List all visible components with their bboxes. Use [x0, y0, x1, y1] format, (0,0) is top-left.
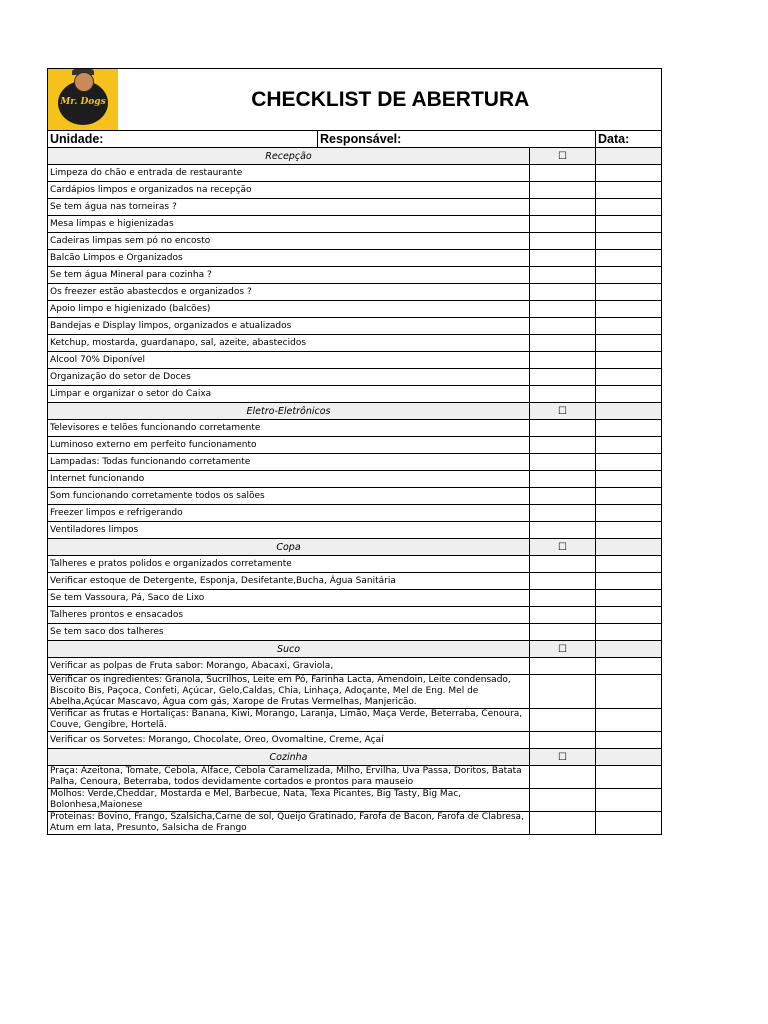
- checklist-item-text: Cardápios limpos e organizados na recepção: [48, 182, 530, 199]
- checklist-row: [48, 284, 662, 301]
- checklist-item-text: Televisores e telões funcionando corretamente: [48, 420, 530, 437]
- section-blank-cell: [596, 749, 662, 766]
- check-cell[interactable]: [530, 812, 596, 835]
- notes-cell[interactable]: [596, 766, 662, 789]
- header-fields-row: [48, 131, 662, 148]
- section-blank-cell: [596, 148, 662, 165]
- notes-cell[interactable]: [596, 675, 662, 709]
- section-header: [48, 148, 662, 165]
- checklist-row: [48, 335, 662, 352]
- logo-text: Mr. Dogs: [60, 97, 106, 107]
- checklist-item-text: Bandejas e Display limpos, organizados e atualizados: [48, 318, 530, 335]
- check-cell[interactable]: [530, 386, 596, 403]
- section-header: [48, 403, 662, 420]
- checklist-row: [48, 420, 662, 437]
- checklist-row: [48, 318, 662, 335]
- checklist-item-text: Verificar os Sorvetes: Morango, Chocolate, Oreo, Ovomaltine, Creme, Açaí: [48, 732, 530, 749]
- checklist-item-text: Freezer limpos e refrigerando: [48, 505, 530, 522]
- notes-cell[interactable]: [596, 386, 662, 403]
- checklist-item-text: Praça: Azeitona, Tomate, Cebola, Alface, Cebola Caramelizada, Milho, Ervilha, Uva Passa, Doritos, Batata Palha, Cenoura, Beterraba, todos devidamente cortados e prontos para mauseio: [48, 766, 530, 789]
- section-title: Eletro-Eletrônicos: [48, 403, 530, 420]
- check-cell[interactable]: [530, 335, 596, 352]
- check-cell[interactable]: [530, 182, 596, 199]
- notes-cell[interactable]: [596, 182, 662, 199]
- checklist-item-text: Cadeiras limpas sem pó no encosto: [48, 233, 530, 250]
- check-cell[interactable]: [530, 216, 596, 233]
- checklist-item-text: Verificar as polpas de Fruta sabor: Morango, Abacaxi, Graviola,: [48, 658, 530, 675]
- notes-cell[interactable]: [596, 454, 662, 471]
- data-field[interactable]: Data:: [596, 131, 662, 148]
- check-cell[interactable]: [530, 301, 596, 318]
- checklist-row: [48, 165, 662, 182]
- check-cell[interactable]: [530, 369, 596, 386]
- check-cell[interactable]: [530, 590, 596, 607]
- checklist-row: [48, 766, 662, 789]
- section-title: Recepção: [48, 148, 530, 165]
- section-header: [48, 641, 662, 658]
- checklist-row: [48, 267, 662, 284]
- checkbox-icon[interactable]: ☐: [530, 403, 596, 420]
- notes-cell[interactable]: [596, 250, 662, 267]
- checklist-item-text: Proteinas: Bovino, Frango, Szalsicha,Carne de sol, Queijo Gratinado, Farofa de Bacon, Farofa de Clabresa, Atum em lata, Presunto, Salsicha de Frango: [48, 812, 530, 835]
- checklist-table: [47, 68, 662, 835]
- notes-cell[interactable]: [596, 556, 662, 573]
- checklist-item-text: Ventiladores limpos: [48, 522, 530, 539]
- checkbox-icon[interactable]: ☐: [530, 539, 596, 556]
- checklist-row: [48, 488, 662, 505]
- checklist-item-text: Talheres prontos e ensacados: [48, 607, 530, 624]
- unidade-field[interactable]: Unidade:: [48, 131, 318, 148]
- check-cell[interactable]: [530, 789, 596, 812]
- checklist-item-text: Talheres e pratos polidos e organizados corretamente: [48, 556, 530, 573]
- notes-cell[interactable]: [596, 624, 662, 641]
- notes-cell[interactable]: [596, 471, 662, 488]
- check-cell[interactable]: [530, 352, 596, 369]
- notes-cell[interactable]: [596, 789, 662, 812]
- notes-cell[interactable]: [596, 812, 662, 835]
- checklist-row: [48, 233, 662, 250]
- check-cell[interactable]: [530, 573, 596, 590]
- page-title: CHECKLIST DE ABERTURA: [120, 69, 662, 131]
- check-cell[interactable]: [530, 766, 596, 789]
- checklist-item-text: Apoio limpo e higienizado (balcões): [48, 301, 530, 318]
- checklist-item-text: Se tem saco dos talheres: [48, 624, 530, 641]
- section-title: Cozinha: [48, 749, 530, 766]
- section-title: Copa: [48, 539, 530, 556]
- checklist-row: [48, 216, 662, 233]
- check-cell[interactable]: [530, 471, 596, 488]
- checklist-item-text: Verificar estoque de Detergente, Esponja, Desifetante,Bucha, Água Sanitária: [48, 573, 530, 590]
- checklist-row: [48, 675, 662, 709]
- section-header: [48, 749, 662, 766]
- check-cell[interactable]: [530, 437, 596, 454]
- checklist-item-text: Se tem água nas torneiras ?: [48, 199, 530, 216]
- checklist-row: [48, 709, 662, 732]
- checklist-sheet: [47, 68, 661, 835]
- checklist-row: [48, 301, 662, 318]
- notes-cell[interactable]: [596, 352, 662, 369]
- checklist-row: [48, 369, 662, 386]
- notes-cell[interactable]: [596, 301, 662, 318]
- check-cell[interactable]: [530, 165, 596, 182]
- check-cell[interactable]: [530, 267, 596, 284]
- checklist-row: [48, 522, 662, 539]
- checkbox-icon[interactable]: ☐: [530, 749, 596, 766]
- notes-cell[interactable]: [596, 165, 662, 182]
- checklist-row: [48, 386, 662, 403]
- notes-cell[interactable]: [596, 607, 662, 624]
- checklist-row: [48, 182, 662, 199]
- checklist-item-text: Mesa limpas e higienizadas: [48, 216, 530, 233]
- checklist-item-text: Se tem água Mineral para cozinha ?: [48, 267, 530, 284]
- checklist-item-text: Limpeza do chão e entrada de restaurante: [48, 165, 530, 182]
- checklist-row: [48, 454, 662, 471]
- notes-cell[interactable]: [596, 369, 662, 386]
- checklist-row: [48, 812, 662, 835]
- check-cell[interactable]: [530, 675, 596, 709]
- checklist-row: [48, 732, 662, 749]
- notes-cell[interactable]: [596, 522, 662, 539]
- checklist-row: [48, 199, 662, 216]
- notes-cell[interactable]: [596, 488, 662, 505]
- checklist-row: [48, 624, 662, 641]
- notes-cell[interactable]: [596, 216, 662, 233]
- check-cell[interactable]: [530, 318, 596, 335]
- section-blank-cell: [596, 539, 662, 556]
- checklist-row: [48, 352, 662, 369]
- notes-cell[interactable]: [596, 709, 662, 732]
- check-cell[interactable]: [530, 488, 596, 505]
- check-cell[interactable]: [530, 732, 596, 749]
- checklist-item-text: Balcão Limpos e Organizados: [48, 250, 530, 267]
- checklist-item-text: Ketchup, mostarda, guardanapo, sal, azeite, abastecidos: [48, 335, 530, 352]
- checklist-item-text: Organização do setor de Doces: [48, 369, 530, 386]
- notes-cell[interactable]: [596, 335, 662, 352]
- mr-dogs-logo: [48, 69, 118, 130]
- notes-cell[interactable]: [596, 505, 662, 522]
- checklist-row: [48, 505, 662, 522]
- checklist-row: [48, 658, 662, 675]
- checklist-row: [48, 607, 662, 624]
- checklist-item-text: Alcool 70% Diponível: [48, 352, 530, 369]
- checklist-row: [48, 250, 662, 267]
- checklist-item-text: Os freezer estão abastecdos e organizados ?: [48, 284, 530, 301]
- checklist-row: [48, 789, 662, 812]
- check-cell[interactable]: [530, 709, 596, 732]
- check-cell[interactable]: [530, 522, 596, 539]
- checklist-row: [48, 556, 662, 573]
- checklist-row: [48, 437, 662, 454]
- notes-cell[interactable]: [596, 267, 662, 284]
- check-cell[interactable]: [530, 607, 596, 624]
- notes-cell[interactable]: [596, 437, 662, 454]
- title-row: [48, 69, 662, 131]
- notes-cell[interactable]: [596, 233, 662, 250]
- checklist-item-text: Verificar os ingredientes: Granola, Sucrilhos, Leite em Pó, Farinha Lacta, Amendoin, Leite condensado, Biscoito Bis, Paçoca, Confeti, Açúcar, Gelo,Caldas, Chia, Linhaça, Adoçante, Mel de Eng. Mel de Abelha,Açúcar Mascavo, Água com gás, Xarope de Frutas Vermelhas, Manjericão.: [48, 675, 530, 709]
- checkbox-icon[interactable]: ☐: [530, 641, 596, 658]
- notes-cell[interactable]: [596, 318, 662, 335]
- check-cell[interactable]: [530, 420, 596, 437]
- notes-cell[interactable]: [596, 573, 662, 590]
- check-cell[interactable]: [530, 658, 596, 675]
- logo-cell: [48, 69, 120, 131]
- checklist-item-text: Internet funcionando: [48, 471, 530, 488]
- responsavel-field[interactable]: Responsável:: [318, 131, 596, 148]
- section-blank-cell: [596, 641, 662, 658]
- check-cell[interactable]: [530, 505, 596, 522]
- check-cell[interactable]: [530, 624, 596, 641]
- checklist-item-text: Verificar as frutas e Hortaliças: Banana, Kiwi, Morango, Laranja, Limão, Maça Verde, Beterraba, Cenoura, Couve, Gengibre, Hortelã.: [48, 709, 530, 732]
- section-blank-cell: [596, 403, 662, 420]
- section-header: [48, 539, 662, 556]
- check-cell[interactable]: [530, 556, 596, 573]
- checklist-row: [48, 471, 662, 488]
- check-cell[interactable]: [530, 199, 596, 216]
- checklist-item-text: Se tem Vassoura, Pá, Saco de Lixo: [48, 590, 530, 607]
- check-cell[interactable]: [530, 454, 596, 471]
- section-title: Suco: [48, 641, 530, 658]
- checklist-item-text: Molhos: Verde,Cheddar, Mostarda e Mel, Barbecue, Nata, Texa Picantes, Big Tasty, Big Mac, Bolonhesa,Maionese: [48, 789, 530, 812]
- notes-cell[interactable]: [596, 590, 662, 607]
- checklist-row: [48, 590, 662, 607]
- checkbox-icon[interactable]: ☐: [530, 148, 596, 165]
- check-cell[interactable]: [530, 233, 596, 250]
- check-cell[interactable]: [530, 284, 596, 301]
- notes-cell[interactable]: [596, 420, 662, 437]
- notes-cell[interactable]: [596, 199, 662, 216]
- checklist-item-text: Som funcionando corretamente todos os salões: [48, 488, 530, 505]
- checklist-item-text: Limpar e organizar o setor do Caixa: [48, 386, 530, 403]
- notes-cell[interactable]: [596, 658, 662, 675]
- check-cell[interactable]: [530, 250, 596, 267]
- checklist-item-text: Luminoso externo em perfeito funcionamento: [48, 437, 530, 454]
- checklist-row: [48, 573, 662, 590]
- notes-cell[interactable]: [596, 732, 662, 749]
- checklist-item-text: Lampadas: Todas funcionando corretamente: [48, 454, 530, 471]
- notes-cell[interactable]: [596, 284, 662, 301]
